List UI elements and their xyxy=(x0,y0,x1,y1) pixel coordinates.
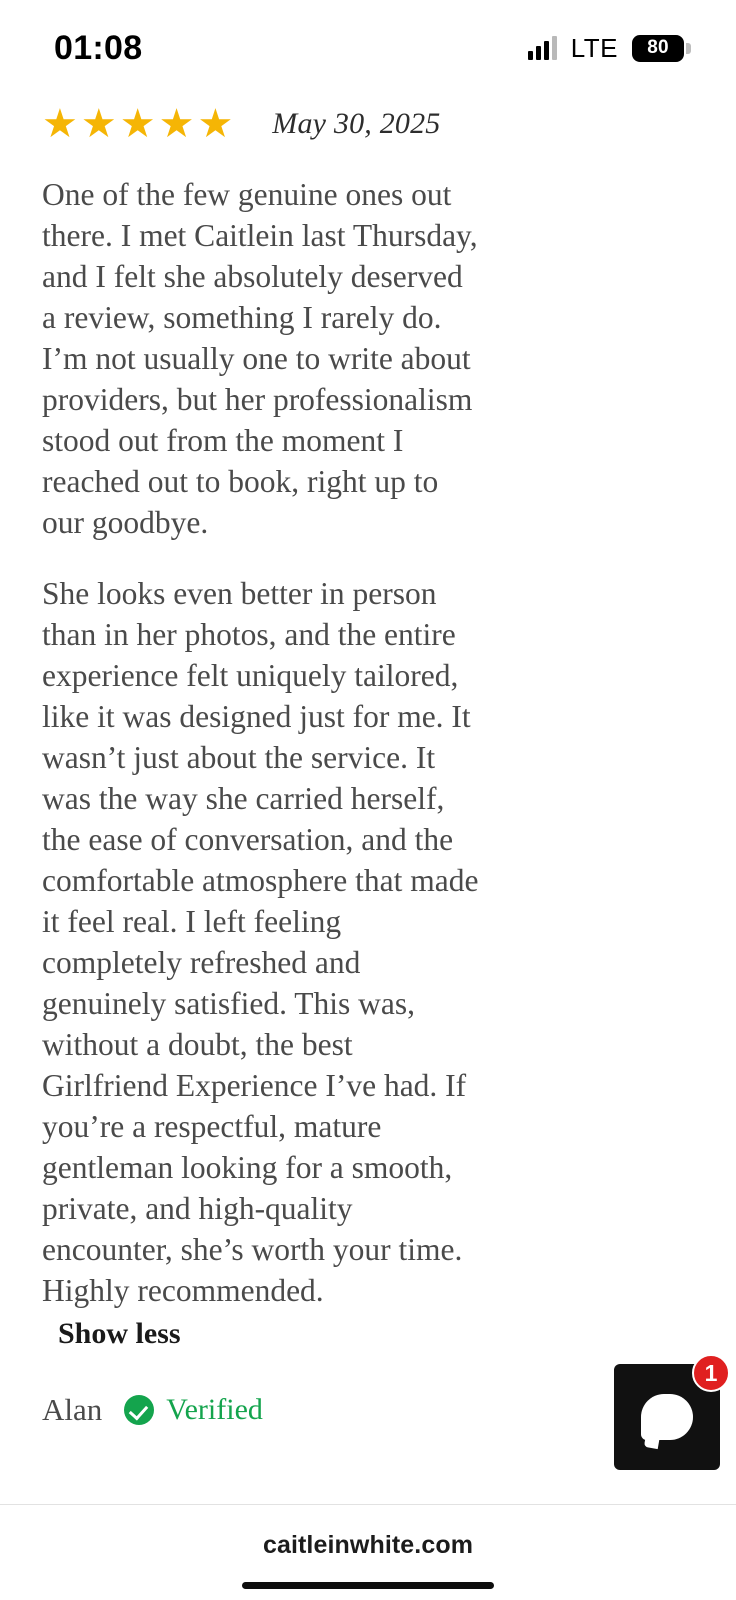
review-paragraph: One of the few genuine ones out there. I met Caitlein last Thursday, and I felt she absolutely deserved a review, something I rarely do. I’m not usually one to write about providers, but her professionalism stood out from the moment I reached out to book, right up to our goodbye. xyxy=(42,177,478,540)
status-bar xyxy=(0,0,736,96)
network-type-label: LTE xyxy=(570,32,618,63)
check-circle-icon xyxy=(124,1395,154,1425)
verified-label: Verified xyxy=(166,1393,263,1426)
cellular-signal-icon xyxy=(528,36,557,60)
chat-bubble-icon xyxy=(641,1394,693,1440)
home-indicator[interactable] xyxy=(242,1582,494,1589)
star-rating-icon: ★★★★★ xyxy=(42,102,237,146)
battery-icon xyxy=(632,35,684,62)
status-bar-clock: 01:08 xyxy=(54,28,143,67)
review-header xyxy=(42,96,696,144)
review-paragraph: She looks even better in person than in her photos, and the entire experience felt uniquely tailored, like it was designed just for me. It wasn’t just about the service. It was the way she carried herself, the ease of conversation, and the comfortable atmosphere that made it feel real. I left feeling completely refreshed and genuinely satisfied. This was, without a doubt, the best Girlfriend Experience I’ve had. If you’re a respectful, mature gentleman looking for a smooth, private, and high-quality encounter, she’s worth your time. Highly recommended. xyxy=(42,576,479,1308)
browser-bottom-bar xyxy=(0,1504,736,1600)
review-text xyxy=(42,174,482,1354)
status-badge xyxy=(124,1393,263,1427)
review-date: May 30, 2025 xyxy=(272,107,441,140)
review-card xyxy=(0,96,736,1504)
show-less-toggle[interactable]: Show less xyxy=(58,1317,181,1350)
battery-level-label: 80 xyxy=(647,37,669,58)
address-bar-url[interactable]: caitleinwhite.com xyxy=(262,1531,474,1559)
chat-widget-button[interactable] xyxy=(614,1359,720,1470)
reviewer-name: Alan xyxy=(42,1392,103,1427)
chat-unread-badge: 1 xyxy=(692,1354,730,1392)
reviewer-info xyxy=(42,1392,696,1428)
status-bar-indicators xyxy=(528,33,684,64)
